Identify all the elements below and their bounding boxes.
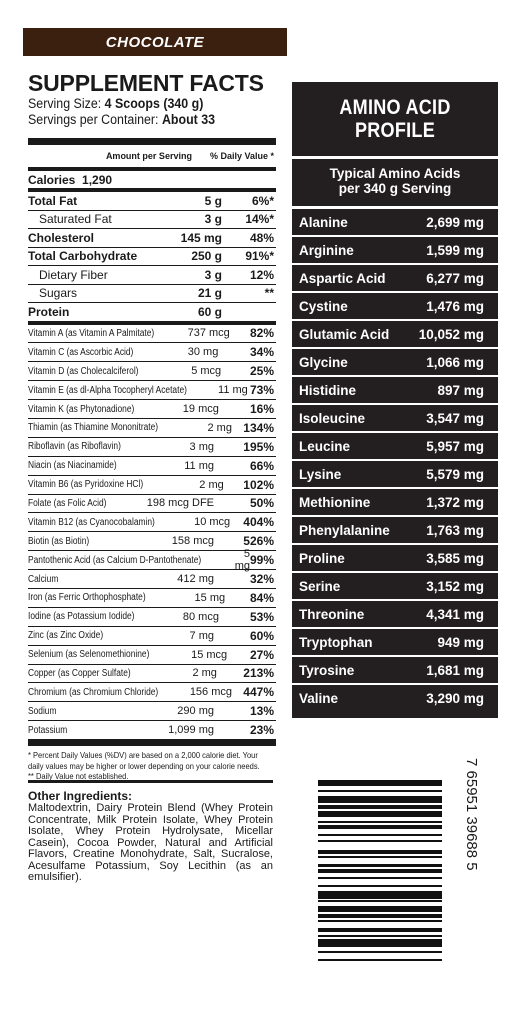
servings-value: About 33	[161, 112, 216, 127]
vitamin-dv: 404%	[243, 515, 274, 530]
amino-list	[292, 209, 498, 711]
vitamin-row	[28, 325, 276, 344]
vitamin-name: Folate (as Folic Acid)	[28, 497, 107, 509]
divider-thick-bottom	[28, 739, 276, 746]
nutrient-amount: 145 mg	[180, 230, 222, 245]
vitamin-dv: 213%	[243, 666, 274, 681]
vitamin-row	[28, 457, 276, 476]
amino-row	[292, 685, 498, 711]
vitamin-name: Vitamin B12 (as Cyanocobalamin)	[28, 516, 155, 528]
amino-subtitle-line2: per 340 g Serving	[338, 181, 452, 196]
vitamin-row	[28, 683, 276, 702]
amino-name: Phenylalanine	[299, 522, 390, 538]
nutrient-row	[28, 192, 276, 211]
amino-row	[292, 489, 498, 517]
barcode	[318, 758, 480, 973]
vitamin-list	[28, 325, 276, 740]
column-header	[28, 145, 276, 171]
amino-name: Tyrosine	[299, 662, 355, 678]
vitamin-name: Zinc (as Zinc Oxide)	[28, 630, 104, 642]
vitamin-name: Pantothenic Acid (as Calcium D-Pantothenate)	[28, 554, 202, 566]
flavor-banner	[23, 28, 287, 56]
amino-value: 1,066 mg	[426, 354, 484, 370]
vitamin-row	[28, 438, 276, 457]
vitamin-name: Vitamin E (as dl-Alpha Tocopheryl Acetate)	[28, 384, 187, 396]
macro-list	[28, 192, 276, 321]
nutrient-row	[28, 266, 276, 285]
amino-row	[292, 265, 498, 293]
vitamin-amount: 10 mcg	[194, 516, 231, 529]
amino-value: 5,579 mg	[426, 466, 484, 482]
vitamin-row	[28, 400, 276, 419]
nutrient-dv: 14%*	[245, 212, 274, 227]
amino-name: Aspartic Acid	[299, 270, 386, 286]
vitamin-row	[28, 721, 276, 739]
vitamin-amount: 15 mcg	[191, 648, 228, 661]
amino-value: 2,699 mg	[426, 214, 484, 230]
vitamin-name: Sodium	[28, 705, 57, 717]
vitamin-dv: 447%	[243, 685, 274, 700]
ingredients-text: Maltodextrin, Dairy Protein Blend (Whey Protein Concentrate, Milk Protein Isolate, Whey Protein Isolate, Whey Protein Hydrolysate, Micellar Casein), Cocoa Powder, Natural and Artificial Flavors, Creatine Monohydrate, Salt, Sucralose, Acesulfame Potassium, Soy Lecithin (as an emulsifier).	[28, 802, 273, 883]
amino-row	[292, 629, 498, 657]
amino-row	[292, 321, 498, 349]
vitamin-row	[28, 627, 276, 646]
vitamin-name: Vitamin C (as Ascorbic Acid)	[28, 346, 134, 358]
vitamin-amount: 412 mg	[177, 573, 214, 586]
footnote-not-established: ** Daily Value not established.	[28, 771, 129, 782]
vitamin-amount: 19 mcg	[182, 403, 219, 415]
vitamin-amount: 11 mg	[184, 459, 214, 472]
amino-name: Threonine	[299, 606, 365, 622]
nutrient-dv: 48%	[249, 230, 274, 245]
barcode-bar	[318, 842, 442, 850]
vitamin-row	[28, 476, 276, 495]
vitamin-dv: 23%	[249, 723, 274, 738]
amino-row	[292, 461, 498, 489]
amino-value: 897 mg	[437, 382, 484, 398]
amino-value: 4,341 mg	[426, 606, 484, 622]
vitamin-name: Vitamin B6 (as Pyridoxine HCl)	[28, 479, 144, 491]
vitamin-amount: 2 mg	[207, 421, 232, 434]
amino-value: 3,547 mg	[426, 410, 484, 426]
vitamin-name: Copper (as Copper Sulfate)	[28, 667, 131, 679]
barcode-bar	[318, 891, 442, 899]
vitamin-dv: 32%	[249, 572, 274, 587]
amino-value: 3,585 mg	[426, 550, 484, 566]
amino-name: Glutamic Acid	[299, 326, 390, 342]
vitamin-dv: 82%	[249, 326, 274, 341]
amino-row	[292, 601, 498, 629]
vitamin-name: Selenium (as Selenomethionine)	[28, 649, 150, 661]
serving-size-value: 4 Scoops (340 g)	[104, 96, 204, 111]
amino-value: 6,277 mg	[426, 270, 484, 286]
vitamin-dv: 60%	[249, 628, 274, 643]
vitamin-row	[28, 513, 276, 532]
amino-name: Arginine	[299, 242, 354, 258]
vitamin-dv: 50%	[249, 496, 274, 511]
nutrient-dv: **	[264, 286, 274, 301]
nutrient-row	[28, 285, 276, 304]
calories-value: 1,290	[82, 172, 113, 187]
amino-name: Serine	[299, 578, 341, 594]
other-ingredients	[28, 780, 273, 884]
amino-value: 1,599 mg	[426, 242, 484, 258]
divider-thick	[28, 138, 276, 145]
vitamin-row	[28, 665, 276, 684]
amino-value: 10,052 mg	[418, 326, 484, 342]
amino-row	[292, 209, 498, 237]
amino-row	[292, 377, 498, 405]
vitamin-name: Potassium	[28, 724, 68, 736]
calories-label: Calories	[28, 172, 76, 187]
amino-row	[292, 349, 498, 377]
nutrient-amount: 21 g	[197, 286, 222, 301]
vitamin-name: Vitamin D (as Cholecalciferol)	[28, 365, 139, 377]
supplement-facts-panel	[28, 70, 276, 782]
amino-value: 3,290 mg	[426, 690, 484, 706]
calories-row	[28, 171, 276, 192]
vitamin-dv: 102%	[243, 477, 274, 492]
amino-row	[292, 573, 498, 601]
vitamin-name: Thiamin (as Thiamine Mononitrate)	[28, 422, 159, 434]
ingredients-title: Other Ingredients:	[28, 789, 133, 803]
amino-name: Valine	[299, 690, 339, 706]
vitamin-dv: 84%	[249, 590, 274, 605]
vitamin-dv: 66%	[249, 458, 274, 473]
serving-size-label: Serving Size:	[28, 96, 102, 111]
vitamin-amount: 158 mcg	[171, 535, 214, 548]
nutrient-name: Dietary Fiber	[39, 267, 108, 282]
serving-size	[28, 96, 256, 112]
amino-value: 949 mg	[437, 634, 484, 650]
vitamin-row	[28, 419, 276, 438]
vitamin-name: Iron (as Ferric Orthophosphate)	[28, 592, 146, 604]
amino-name: Cystine	[299, 298, 348, 314]
footnote-dv: * Percent Daily Values (%DV) are based on a 2,000 calorie diet. Your daily values may be higher or lower depending on your calorie needs.	[28, 750, 260, 771]
nutrient-amount: 5 g	[204, 193, 222, 208]
amino-acid-panel	[292, 82, 498, 718]
vitamin-row	[28, 702, 276, 721]
servings-label: Servings per Container:	[28, 112, 159, 127]
amino-row	[292, 405, 498, 433]
amino-title-line1: AMINO ACID	[339, 96, 451, 119]
amino-name: Leucine	[299, 438, 351, 454]
vitamin-amount: 7 mg	[189, 629, 214, 642]
nutrient-amount: 3 g	[204, 212, 222, 227]
nutrient-amount: 60 g	[197, 304, 222, 319]
amino-row	[292, 293, 498, 321]
vitamin-amount: 2 mg	[199, 478, 224, 491]
nutrient-row	[28, 211, 276, 230]
nutrient-row	[28, 229, 276, 248]
vitamin-dv: 13%	[249, 704, 274, 719]
nutrient-name: Saturated Fat	[39, 212, 112, 227]
vitamin-row	[28, 548, 276, 573]
amino-row	[292, 657, 498, 685]
vitamin-dv: 16%	[249, 402, 274, 416]
nutrient-row	[28, 248, 276, 267]
vitamin-dv: 27%	[249, 647, 274, 662]
vitamin-row	[28, 343, 276, 362]
amino-name: Alanine	[299, 214, 348, 230]
vitamin-amount: 5 mg	[234, 548, 250, 573]
barcode-bar	[318, 796, 442, 804]
vitamin-row	[28, 608, 276, 627]
vitamin-amount: 15 mg	[194, 591, 226, 604]
nutrient-name: Total Carbohydrate	[28, 249, 138, 264]
amino-subtitle	[292, 166, 498, 196]
amino-value: 1,681 mg	[426, 662, 484, 678]
vitamin-row	[28, 495, 276, 514]
amino-title-line2: PROFILE	[354, 119, 436, 142]
barcode-bar	[318, 939, 442, 947]
nutrient-row	[28, 303, 276, 321]
amino-value: 5,957 mg	[426, 438, 484, 454]
vitamin-dv: 73%	[249, 383, 274, 398]
amino-subtitle-line1: Typical Amino Acids	[329, 166, 461, 181]
amino-row	[292, 545, 498, 573]
vitamin-name: Niacin (as Niacinamide)	[28, 460, 117, 472]
vitamin-name: Vitamin K (as Phytonadione)	[28, 403, 135, 415]
facts-title: SUPPLEMENT FACTS	[28, 70, 264, 96]
nutrient-dv: 91%*	[245, 249, 274, 264]
amino-value: 3,152 mg	[426, 578, 484, 594]
vitamin-dv: 195%	[243, 439, 274, 454]
amino-name: Proline	[299, 550, 345, 566]
vitamin-amount: 1,099 mg	[168, 724, 214, 737]
vitamin-amount: 30 mg	[187, 346, 219, 359]
amino-value: 1,763 mg	[426, 522, 484, 538]
vitamin-row	[28, 362, 276, 381]
nutrient-name: Protein	[28, 304, 70, 319]
barcode-bars	[318, 780, 442, 965]
vitamin-row	[28, 381, 276, 400]
vitamin-amount: 5 mcg	[191, 365, 222, 378]
amino-title	[306, 96, 483, 142]
vitamin-name: Iodine (as Potassium Iodide)	[28, 611, 135, 623]
nutrient-name: Cholesterol	[28, 230, 95, 245]
flavor-label: CHOCOLATE	[105, 33, 205, 51]
vitamin-name: Riboflavin (as Riboflavin)	[28, 441, 121, 453]
amino-name: Methionine	[299, 494, 371, 510]
amino-divider	[292, 156, 498, 159]
amino-row	[292, 237, 498, 265]
vitamin-name: Calcium	[28, 573, 59, 585]
vitamin-dv: 526%	[243, 534, 274, 549]
amino-name: Isoleucine	[299, 410, 366, 426]
vitamin-amount: 737 mcg	[187, 327, 230, 340]
vitamin-amount: 80 mcg	[182, 610, 219, 623]
amino-value: 1,476 mg	[426, 298, 484, 314]
amount-header: Amount per Serving	[105, 151, 192, 161]
amino-value: 1,372 mg	[426, 494, 484, 510]
servings-per-container	[28, 112, 256, 128]
amino-name: Tryptophan	[299, 634, 373, 650]
vitamin-name: Chromium (as Chromium Chloride)	[28, 686, 159, 698]
vitamin-row	[28, 570, 276, 589]
vitamin-amount: 2 mg	[192, 667, 217, 680]
vitamin-amount: 156 mcg	[189, 686, 233, 699]
vitamin-row	[28, 589, 276, 608]
vitamin-dv: 34%	[249, 345, 274, 360]
vitamin-row	[28, 646, 276, 665]
amino-name: Lysine	[299, 466, 342, 482]
nutrient-amount: 3 g	[204, 267, 222, 282]
barcode-digits: 7 65951 39688 5	[463, 758, 480, 871]
nutrient-name: Sugars	[39, 286, 78, 301]
vitamin-amount: 290 mg	[177, 705, 214, 718]
nutrient-dv: 12%	[249, 267, 274, 282]
dv-header: % Daily Value *	[209, 151, 274, 161]
vitamin-dv: 53%	[249, 609, 274, 624]
vitamin-amount: 11 mg	[218, 384, 248, 397]
vitamin-amount: 198 mcg DFE	[146, 497, 214, 510]
amino-row	[292, 433, 498, 461]
vitamin-dv: 134%	[243, 420, 274, 435]
nutrient-dv: 6%*	[251, 193, 274, 208]
vitamin-amount: 3 mg	[189, 440, 214, 453]
barcode-bar	[318, 961, 442, 965]
amino-name: Glycine	[299, 354, 348, 370]
amino-row	[292, 517, 498, 545]
amino-name: Histidine	[299, 382, 357, 398]
vitamin-name: Vitamin A (as Vitamin A Palmitate)	[28, 327, 155, 339]
nutrient-name: Total Fat	[28, 193, 78, 208]
vitamin-name: Biotin (as Biotin)	[28, 535, 90, 547]
vitamin-dv: 25%	[249, 364, 274, 379]
vitamin-dv: 99%	[249, 553, 274, 568]
nutrient-amount: 250 g	[191, 249, 222, 264]
